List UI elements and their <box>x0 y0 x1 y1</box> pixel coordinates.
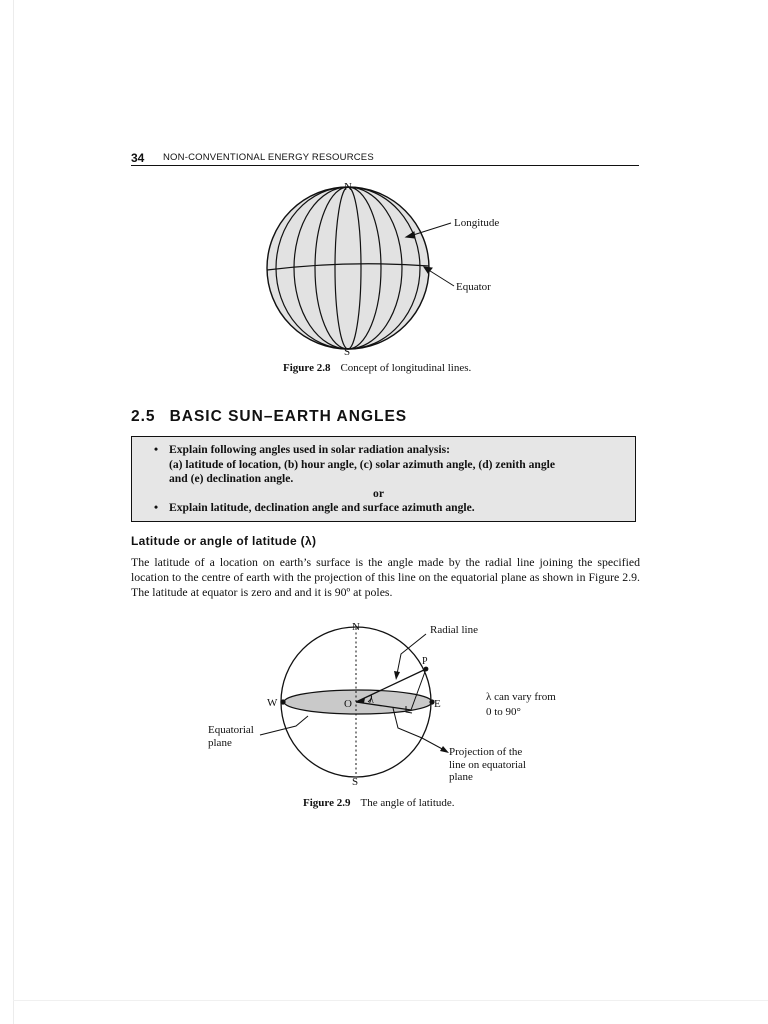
north-label: N <box>352 621 360 633</box>
figure-2-9-latitude-diagram <box>200 618 580 790</box>
question-item <box>154 501 625 516</box>
question-box <box>131 436 636 522</box>
page-bottom-edge <box>13 1000 768 1001</box>
section-heading <box>131 408 407 426</box>
lambda-range-label: 0 to 90° <box>486 706 521 718</box>
globe <box>267 187 429 349</box>
caption-text: The angle of latitude. <box>360 797 455 809</box>
running-head <box>131 151 639 166</box>
lambda-range-label: λ can vary from <box>486 691 556 703</box>
figure-2-8-caption <box>283 362 471 374</box>
question-item <box>154 443 625 487</box>
projection-label: Projection of the <box>449 746 523 758</box>
south-label: S <box>352 776 359 788</box>
origin-label: O <box>344 698 352 710</box>
or-separator: or <box>373 486 384 500</box>
west-point <box>280 699 285 704</box>
question-line: and (e) declination angle. <box>169 472 294 485</box>
subheading: Latitude or angle of latitude (λ) <box>131 534 317 548</box>
page-left-edge <box>13 0 14 1024</box>
book-title: NON-CONVENTIONAL ENERGY RESOURCES <box>163 152 374 163</box>
section-title: BASIC SUN–EARTH ANGLES <box>169 408 408 425</box>
equatorial-plane-label: plane <box>208 737 232 749</box>
equatorial-plane-label: Equatorial <box>208 724 254 736</box>
point-label: P <box>422 656 428 667</box>
west-label: W <box>267 697 278 709</box>
south-label: S <box>344 346 351 358</box>
section-number: 2.5 <box>131 408 156 425</box>
lambda-label: λ <box>369 695 374 706</box>
bullet-icon: • <box>154 443 159 456</box>
bullet-icon: • <box>154 501 159 514</box>
north-label: N <box>344 181 352 193</box>
figure-number: Figure 2.9 <box>303 797 351 809</box>
longitude-label: Longitude <box>454 217 500 229</box>
figure-2-9-caption <box>303 797 455 809</box>
figure-number: Figure 2.8 <box>283 362 331 374</box>
page-number: 34 <box>131 151 145 165</box>
radial-line-label: Radial line <box>430 624 478 636</box>
projection-label: plane <box>449 771 473 783</box>
projection-label: line on equatorial <box>449 759 526 771</box>
caption-text: Concept of longitudinal lines. <box>340 362 472 374</box>
east-label: E <box>434 698 441 710</box>
question-line: Explain following angles used in solar radiation analysis: <box>169 443 450 456</box>
question-line: (a) latitude of location, (b) hour angle, (c) solar azimuth angle, (d) zenith angle <box>169 457 556 471</box>
figure-2-8-globe <box>230 178 530 360</box>
body-paragraph: The latitude of a location on earth’s surface is the angle made by the radial line joining the specified location to the centre of earth with the projection of this line on the equatorial plane as shown in Figure 2.9. The latitude at equator is zero and and it is 90º at poles. <box>131 555 640 599</box>
question-line: Explain latitude, declination angle and surface azimuth angle. <box>169 501 475 514</box>
equator-label: Equator <box>456 281 491 293</box>
